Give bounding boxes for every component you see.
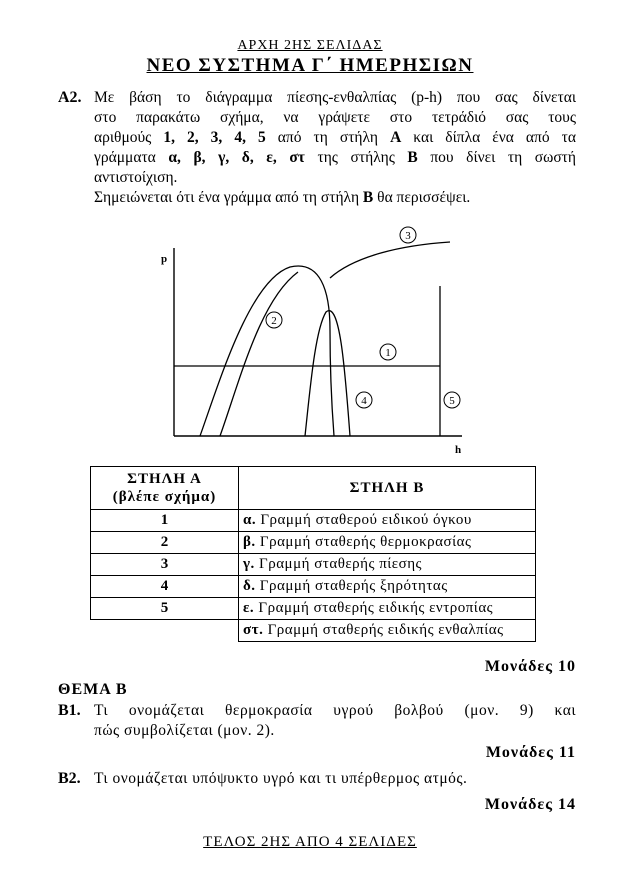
option-text: Γραμμή σταθερής ειδικής ενθαλπίας — [267, 622, 504, 638]
a2-line-1: Με βάση το διάγραμμα πίεσης-ενθαλπίας (p-h) που σας δίνεται — [94, 89, 576, 106]
marker-2-label: 2 — [271, 315, 277, 327]
text-span: από τη στήλη — [265, 129, 391, 146]
marker-1 — [380, 344, 396, 360]
bold-letters: α, β, γ, δ, ε, στ — [168, 149, 305, 166]
marks-b2: Μονάδες 14 — [484, 796, 576, 813]
marker-3 — [400, 227, 416, 243]
marker-5 — [444, 392, 460, 408]
option-letter: ε. — [243, 600, 255, 616]
curve-3 — [330, 242, 450, 278]
option-letter: β. — [243, 534, 256, 550]
table-row — [91, 554, 536, 576]
marks-b1: Μονάδες 11 — [485, 744, 576, 761]
column-a-header — [91, 467, 239, 510]
table-row — [91, 620, 536, 642]
text-span: της στήλης — [304, 149, 408, 166]
row-option — [239, 598, 536, 620]
a2-line-5: αντιστοίχιση. — [94, 169, 178, 186]
table-row — [91, 510, 536, 532]
text-span: Σημειώνεται ότι ένα γράμμα από τη στήλη — [94, 189, 363, 206]
row-option — [239, 620, 536, 642]
question-number-a2: Α2. — [58, 89, 82, 106]
b1-line-1: Τι ονομάζεται θερμοκρασία υγρού βολβού (μον. 9) και — [94, 702, 576, 719]
x-axis-label: h — [455, 444, 462, 456]
text-span: που δίνει τη σωστή — [417, 149, 577, 166]
row-option — [239, 576, 536, 598]
saturation-dome — [200, 266, 334, 436]
text-span: γράμματα — [94, 149, 169, 166]
page-footer: ΤΕΛΟΣ 2ΗΣ ΑΠΟ 4 ΣΕΛΙΔΕΣ — [203, 834, 417, 850]
bold-column-b: Β — [362, 189, 374, 206]
table-header-row — [91, 467, 536, 510]
option-letter: α. — [243, 512, 257, 528]
b1-line-2: πώς συμβολίζεται (μον. 2). — [94, 722, 275, 739]
bold-numbers: 1, 2, 3, 4, 5 — [163, 129, 266, 146]
column-a-subtitle: (βλέπε σχήμα) — [112, 489, 217, 505]
a2-line-2: στο παρακάτω σχήμα, να γράψετε στο τετράδιό σας τους — [94, 109, 576, 126]
exam-title: ΝΕΟ ΣΥΣΤΗΜΑ Γ΄ ΗΜΕΡΗΣΙΩΝ — [146, 55, 474, 76]
option-text: Γραμμή σταθερού ειδικού όγκου — [260, 512, 472, 528]
row-number: 1 — [91, 510, 239, 532]
question-b2-text: Τι ονομάζεται υπόψυκτο υγρό και τι υπέρθερμος ατμός. — [94, 770, 468, 787]
option-text: Γραμμή σταθερής πίεσης — [259, 556, 422, 572]
option-letter: στ. — [243, 622, 264, 638]
option-text: Γραμμή σταθερής θερμοκρασίας — [259, 534, 472, 550]
bold-column-b: Β — [407, 149, 418, 166]
option-letter: δ. — [243, 578, 256, 594]
row-option — [239, 554, 536, 576]
row-number: 4 — [91, 576, 239, 598]
a2-line-3 — [94, 129, 576, 149]
curve-4 — [305, 311, 350, 436]
text-span: θα περισσέψει. — [373, 189, 471, 206]
option-text: Γραμμή σταθερής ξηρότητας — [259, 578, 448, 594]
column-a-title: ΣΤΗΛΗ Α — [127, 471, 202, 487]
marks-a2: Μονάδες 10 — [484, 658, 576, 675]
curve-2 — [220, 272, 298, 436]
question-number-b1: Β1. — [58, 702, 81, 719]
question-number-b2: Β2. — [58, 770, 81, 787]
matching-table — [90, 466, 536, 642]
option-letter: γ. — [243, 556, 255, 572]
row-number: 3 — [91, 554, 239, 576]
marker-3-label: 3 — [405, 230, 411, 242]
question-a2-text — [94, 89, 576, 209]
row-number-empty — [91, 620, 239, 642]
option-text: Γραμμή σταθερής ειδικής εντροπίας — [258, 600, 494, 616]
theme-b-title: ΘΕΜΑ Β — [58, 681, 128, 698]
text-span: και δίπλα ένα από τα — [401, 129, 576, 146]
bold-column-a: Α — [390, 129, 402, 146]
table-row — [91, 576, 536, 598]
page-header: ΑΡΧΗ 2ΗΣ ΣΕΛΙΔΑΣ — [237, 38, 383, 53]
column-b-header: ΣΤΗΛΗ Β — [239, 467, 536, 510]
marker-5-label: 5 — [449, 395, 455, 407]
y-axis-label: p — [161, 253, 168, 265]
marker-4 — [356, 392, 372, 408]
text-span: αριθμούς — [94, 129, 164, 146]
row-number: 2 — [91, 532, 239, 554]
question-b1-text — [94, 702, 576, 742]
a2-line-4 — [94, 149, 576, 169]
marker-4-label: 4 — [361, 395, 367, 407]
marker-2 — [266, 312, 282, 328]
marker-1-label: 1 — [385, 347, 391, 359]
table-row — [91, 598, 536, 620]
a2-note — [94, 189, 576, 209]
row-option — [239, 510, 536, 532]
table-row — [91, 532, 536, 554]
p-h-diagram — [150, 220, 480, 460]
row-option — [239, 532, 536, 554]
row-number: 5 — [91, 598, 239, 620]
